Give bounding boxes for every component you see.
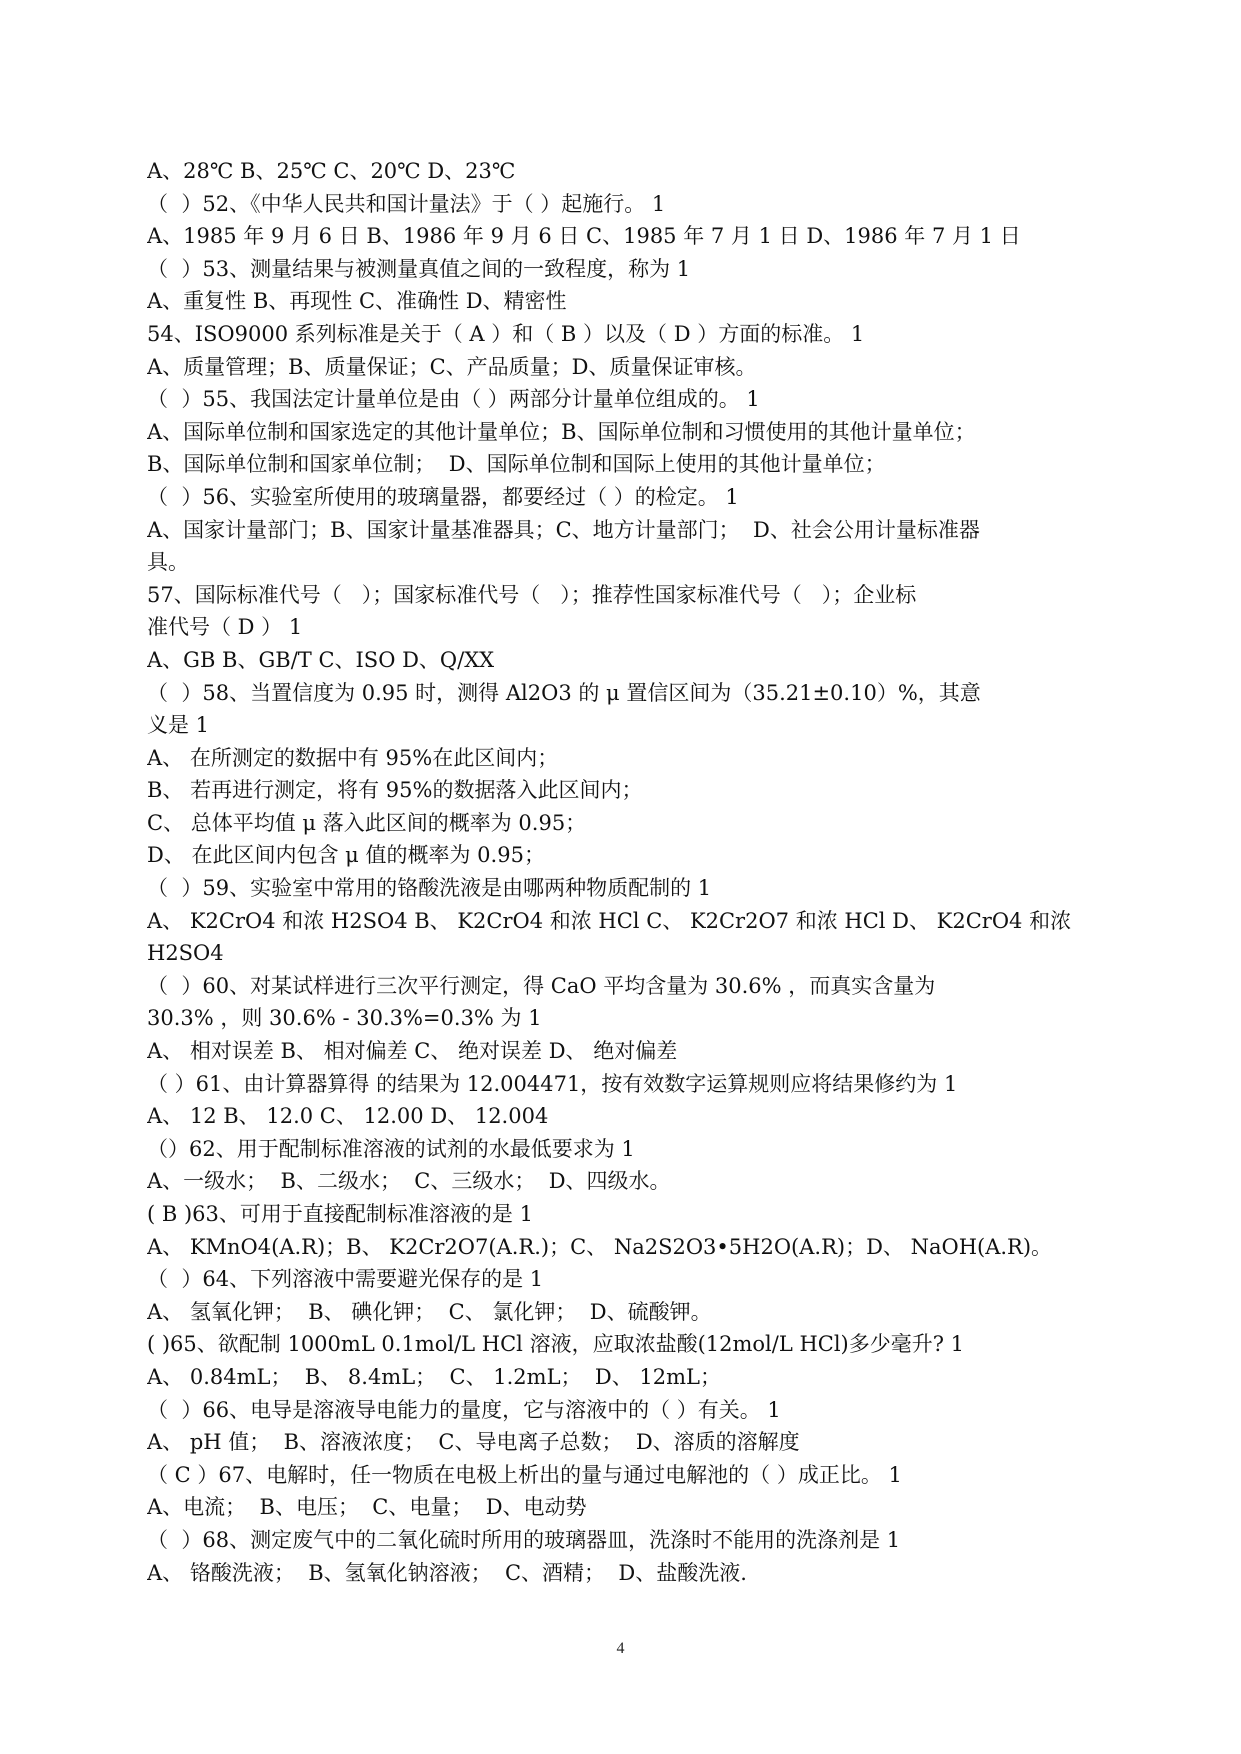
- text-line: （ ）53、测量结果与被测量真值之间的一致程度，称为 1: [147, 256, 691, 281]
- text-line: （ ）64、下列溶液中需要避光保存的是 1: [147, 1267, 544, 1292]
- text-line: （ ）58、当置信度为 0.95 时，测得 Al2O3 的 μ 置信区间为（35.21±0.10）%，其意: [147, 680, 981, 705]
- text-line: ( )65、欲配制 1000mL 0.1mol/L HCl 溶液，应取浓盐酸(12mol/L HCl)多少毫升? 1: [147, 1332, 965, 1357]
- text-line: A、 12 B、 12.0 C、 12.00 D、 12.004: [147, 1104, 549, 1129]
- text-line: 57、国际标准代号（ ）；国家标准代号（ ）；推荐性国家标准代号（ ）；企业标: [147, 582, 917, 607]
- text-line: 具。: [147, 550, 189, 575]
- text-line: （ ）56、实验室所使用的玻璃量器，都要经过（ ）的检定。 1: [147, 484, 739, 509]
- text-line: A、GB B、GB/T C、ISO D、Q/XX: [147, 647, 495, 672]
- page-number: 4: [616, 1640, 625, 1657]
- text-line: （）62、用于配制标准溶液的试剂的水最低要求为 1: [147, 1136, 635, 1161]
- text-line: （ ）66、电导是溶液导电能力的量度，它与溶液中的（ ）有关。 1: [147, 1397, 781, 1422]
- text-line: 30.3% ，则 30.6% - 30.3%=0.3% 为 1: [147, 1006, 542, 1031]
- text-line: 准代号（ D ） 1: [147, 615, 303, 640]
- text-line: A、国家计量部门；B、国家计量基准器具；C、地方计量部门； D、社会公用计量标准器: [147, 517, 980, 542]
- text-line: （ C ）67、电解时，任一物质在电极上析出的量与通过电解池的（ ）成正比。 1: [147, 1462, 902, 1487]
- text-line: 54、ISO9000 系列标准是关于（ A ）和（ B ）以及（ D ）方面的标准。 1: [147, 321, 865, 346]
- text-line: A、 相对误差 B、 相对偏差 C、 绝对误差 D、 绝对偏差: [147, 1039, 678, 1064]
- text-line: B、 若再进行测定，将有 95%的数据落入此区间内；: [147, 778, 643, 803]
- text-line: A、 铬酸洗液； B、氢氧化钠溶液； C、酒精； D、盐酸洗液.: [147, 1560, 747, 1585]
- text-line: A、 pH 值； B、溶液浓度； C、导电离子总数； D、溶质的溶解度: [147, 1430, 800, 1455]
- text-line: 义是 1: [147, 713, 210, 738]
- text-line: A、重复性 B、再现性 C、准确性 D、精密性: [147, 289, 567, 314]
- question-text-block: [147, 155, 1102, 1589]
- text-line: A、 K2CrO4 和浓 H2SO4 B、 K2CrO4 和浓 HCl C、 K2Cr2O7 和浓 HCl D、 K2CrO4 和浓: [147, 908, 1072, 933]
- text-line: H2SO4: [147, 941, 224, 966]
- text-line: D、 在此区间内包含 μ 值的概率为 0.95；: [147, 843, 545, 868]
- text-line: A、28℃ B、25℃ C、20℃ D、23℃: [147, 159, 516, 183]
- text-line: ( B )63、可用于直接配制标准溶液的是 1: [147, 1202, 533, 1226]
- text-line: （ ）61、由计算器算得 的结果为 12.004471，按有效数字运算规则应将结果修约为 1: [147, 1071, 958, 1096]
- text-line: B、国际单位制和国家单位制； D、国际单位制和国际上使用的其他计量单位；: [147, 452, 886, 477]
- text-line: A、国际单位制和国家选定的其他计量单位；B、国际单位制和习惯使用的其他计量单位；: [147, 419, 976, 444]
- text-line: （ ）52、《中华人民共和国计量法》于（ ）起施行。 1: [147, 191, 666, 216]
- text-line: （ ）60、对某试样进行三次平行测定，得 CaO 平均含量为 30.6% ，而真实含量为: [147, 973, 936, 998]
- text-line: A、 氢氧化钾； B、 碘化钾； C、 氯化钾； D、硫酸钾。: [147, 1299, 712, 1324]
- text-line: A、1985 年 9 月 6 日 B、1986 年 9 月 6 日 C、1985 年 7 月 1 日 D、1986 年 7 月 1 日: [147, 224, 1021, 249]
- text-line: A、一级水； B、二级水； C、三级水； D、四级水。: [147, 1169, 671, 1194]
- text-line: C、 总体平均值 μ 落入此区间的概率为 0.95；: [147, 810, 587, 835]
- text-line: A、 在所测定的数据中有 95%在此区间内；: [147, 745, 559, 770]
- text-line: A、质量管理；B、质量保证；C、产品质量；D、质量保证审核。: [147, 354, 757, 379]
- text-line: A、 0.84mL； B、 8.4mL； C、 1.2mL； D、 12mL；: [147, 1364, 721, 1389]
- text-line: （ ）68、测定废气中的二氧化硫时所用的玻璃器皿，洗涤时不能用的洗涤剂是 1: [147, 1527, 901, 1552]
- text-line: （ ）55、我国法定计量单位是由（ ）两部分计量单位组成的。 1: [147, 387, 760, 412]
- text-line: A、 KMnO4(A.R)；B、 K2Cr2O7(A.R.)；C、 Na2S2O3•5H2O(A.R)；D、 NaOH(A.R)。: [147, 1234, 1053, 1259]
- text-line: （ ）59、实验室中常用的铬酸洗液是由哪两种物质配制的 1: [147, 876, 712, 901]
- text-line: A、电流； B、电压； C、电量； D、电动势: [147, 1495, 587, 1520]
